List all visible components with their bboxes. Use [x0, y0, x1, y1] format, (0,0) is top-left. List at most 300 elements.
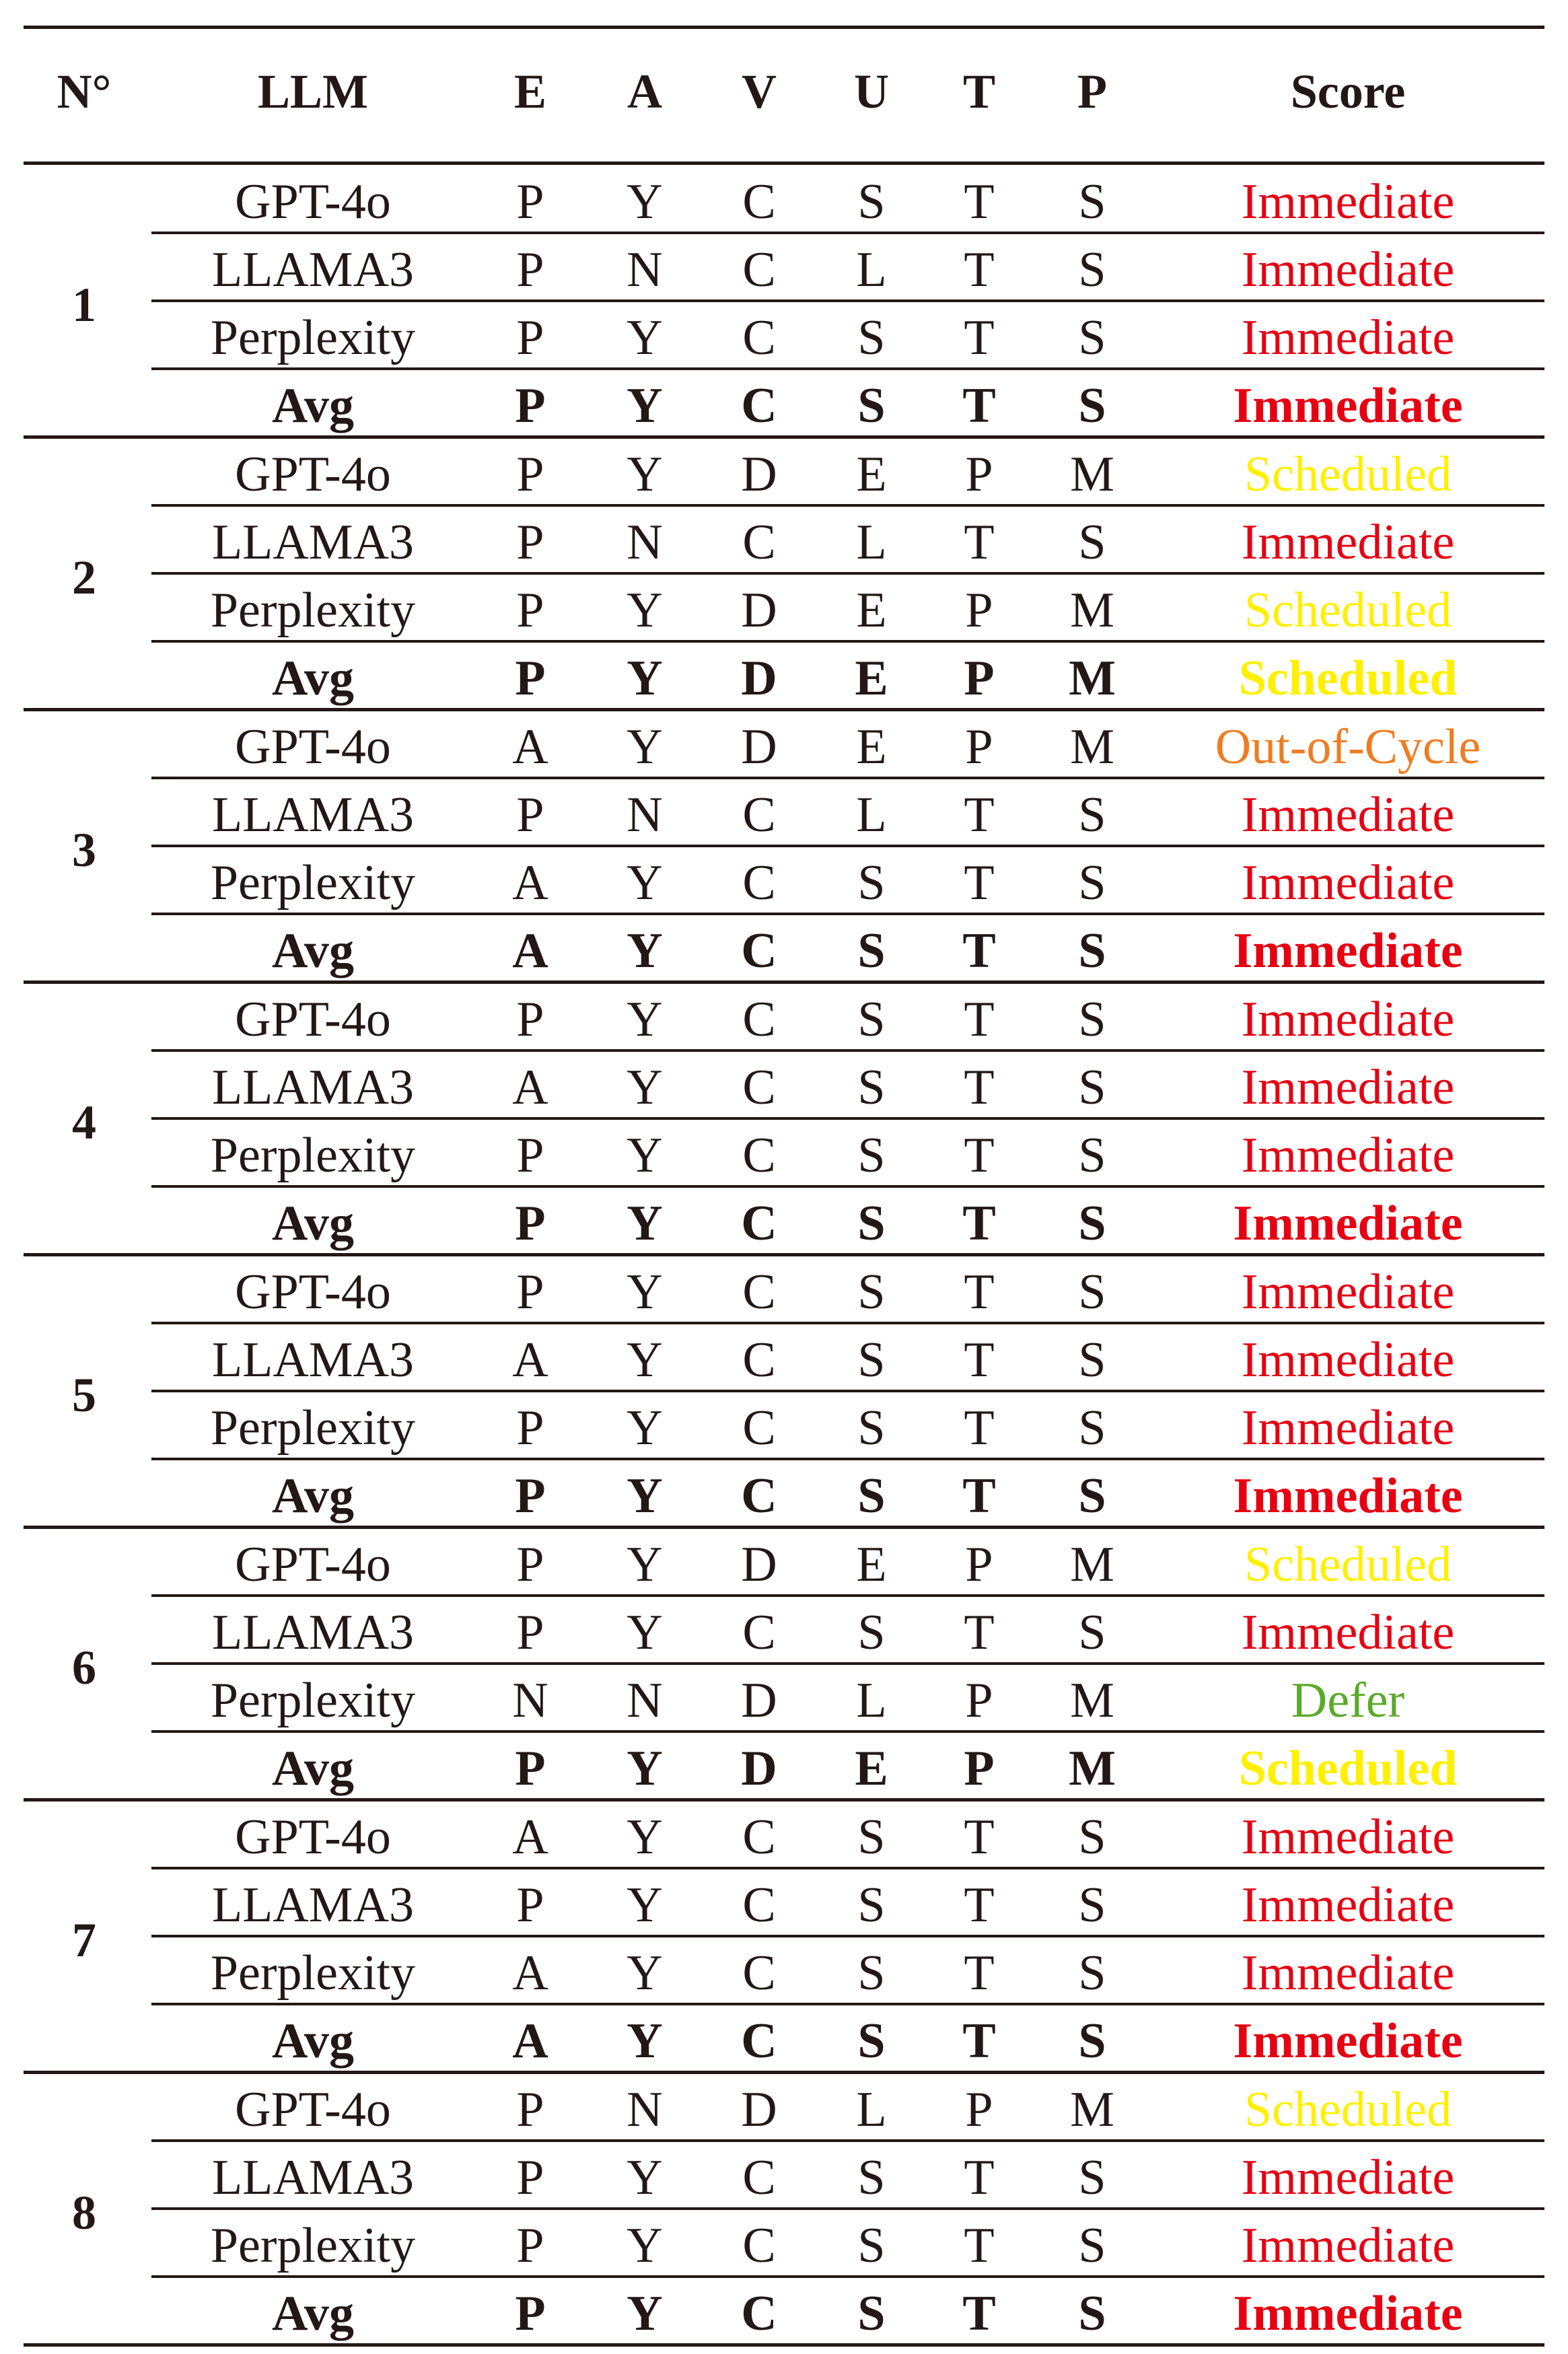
cell-t: T — [964, 174, 995, 229]
cell-u: L — [856, 1673, 887, 1728]
cell-a: N — [627, 1673, 663, 1728]
cell-e: A — [512, 1332, 548, 1388]
table-row — [24, 1391, 1544, 1459]
cell-u: S — [857, 1060, 886, 1115]
cell-e: A — [512, 923, 548, 978]
cell-u: S — [857, 1468, 886, 1524]
cell-v: C — [742, 1264, 776, 1320]
cell-v: C — [742, 515, 776, 570]
cell-u: E — [856, 719, 887, 775]
group-number: 7 — [72, 1913, 96, 1967]
table-row-average — [24, 2004, 1544, 2072]
cell-p: S — [1078, 2286, 1106, 2341]
header-col-e: E — [513, 65, 547, 118]
cell-t: P — [964, 651, 995, 706]
cell-e: P — [515, 1196, 546, 1251]
score-badge: Scheduled — [1244, 2082, 1452, 2137]
cell-p: S — [1078, 855, 1106, 911]
table-row — [24, 1596, 1544, 1664]
cell-t: T — [964, 2218, 995, 2273]
score-badge: Immediate — [1241, 1400, 1455, 1456]
cell-e: P — [516, 583, 544, 638]
cell-e: A — [512, 2013, 548, 2069]
cell-p: M — [1070, 583, 1114, 638]
cell-a: Y — [627, 1332, 663, 1388]
cell-e: P — [516, 1264, 544, 1320]
cell-v: C — [742, 1605, 776, 1660]
cell-e: P — [516, 1878, 544, 1933]
table-row-average — [24, 641, 1544, 709]
cell-v: D — [741, 2082, 777, 2137]
cell-a: Y — [627, 1196, 663, 1251]
table-row — [24, 437, 1544, 505]
cell-a: Y — [627, 651, 663, 706]
cell-a: N — [627, 2082, 663, 2137]
cell-p: S — [1078, 1400, 1106, 1456]
cell-p: S — [1078, 1332, 1106, 1388]
score-badge: Immediate — [1233, 1196, 1463, 1251]
cell-e: P — [516, 992, 544, 1047]
cell-a: Y — [627, 174, 663, 229]
cell-e: P — [516, 787, 544, 843]
cell-e: P — [516, 242, 544, 297]
cell-p: M — [1070, 2082, 1114, 2137]
table-row — [24, 1118, 1544, 1186]
cell-a: N — [627, 787, 663, 843]
cell-u: E — [856, 1537, 887, 1592]
cell-u: L — [856, 2082, 887, 2137]
score-badge: Immediate — [1241, 855, 1455, 911]
cell-p: S — [1078, 923, 1106, 978]
header-col-score: Score — [1290, 65, 1406, 118]
cell-a: Y — [627, 1741, 663, 1796]
score-badge: Immediate — [1241, 1810, 1455, 1865]
score-badge: Scheduled — [1244, 1537, 1452, 1592]
cell-u: S — [857, 923, 886, 978]
cell-v: D — [741, 1741, 777, 1796]
cell-a: Y — [627, 1810, 663, 1865]
cell-t: T — [964, 787, 995, 843]
cell-u: S — [857, 2286, 886, 2341]
cell-v: C — [742, 2150, 776, 2205]
cell-p: M — [1069, 1741, 1116, 1796]
table-row — [24, 1800, 1544, 1868]
cell-p: S — [1078, 1605, 1106, 1660]
cell-v: C — [742, 1946, 776, 2001]
cell-a: Y — [627, 1605, 663, 1660]
cell-a: Y — [627, 1537, 663, 1592]
header-col-t: T — [962, 65, 996, 118]
table-row — [24, 778, 1544, 846]
cell-t: T — [962, 1468, 996, 1524]
cell-t: T — [964, 515, 995, 570]
cell-a: Y — [627, 992, 663, 1047]
cell-v: D — [741, 651, 777, 706]
cell-llm: LLAMA3 — [211, 787, 415, 843]
cell-u: E — [856, 447, 887, 502]
table-row — [24, 505, 1544, 573]
cell-llm: Perplexity — [210, 1400, 416, 1456]
cell-p: S — [1078, 2013, 1106, 2069]
cell-e: P — [516, 447, 544, 502]
cell-llm: GPT-4o — [235, 447, 391, 502]
cell-e: P — [516, 1400, 544, 1456]
cell-u: S — [857, 992, 886, 1047]
table-row — [24, 1050, 1544, 1118]
cell-v: C — [742, 1060, 776, 1115]
cell-v: C — [742, 2218, 776, 2273]
cell-t: P — [965, 1673, 993, 1728]
cell-t: T — [964, 1878, 995, 1933]
cell-a: Y — [627, 855, 663, 911]
cell-v: C — [741, 1196, 777, 1251]
group-number: 4 — [72, 1096, 96, 1149]
cell-llm: GPT-4o — [235, 174, 391, 229]
header-col-llm: LLM — [257, 65, 368, 118]
cell-p: S — [1078, 1196, 1106, 1251]
table-row — [24, 2073, 1544, 2141]
cell-v: C — [742, 1810, 776, 1865]
cell-v: C — [741, 2013, 777, 2069]
cell-p: S — [1078, 1946, 1106, 2001]
cell-p: S — [1078, 1878, 1106, 1933]
score-badge: Scheduled — [1238, 651, 1458, 706]
cell-llm: Perplexity — [210, 310, 416, 365]
cell-t: T — [964, 1332, 995, 1388]
cell-t: T — [964, 1400, 995, 1456]
group-number: 2 — [72, 550, 96, 604]
cell-p: M — [1070, 719, 1114, 775]
cell-a: Y — [627, 923, 663, 978]
cell-u: S — [857, 2218, 886, 2273]
cell-v: D — [741, 719, 777, 775]
cell-e: A — [512, 1060, 548, 1115]
score-badge: Immediate — [1233, 923, 1463, 978]
cell-v: D — [741, 447, 777, 502]
cell-v: C — [742, 992, 776, 1047]
header-col-a: A — [627, 65, 662, 118]
cell-t: P — [965, 719, 993, 775]
cell-u: S — [857, 310, 886, 365]
cell-llm: Avg — [272, 2286, 354, 2341]
cell-e: A — [512, 1810, 548, 1865]
cell-u: S — [857, 1400, 886, 1456]
cell-u: E — [855, 651, 888, 706]
cell-a: Y — [627, 719, 663, 775]
cell-p: S — [1078, 787, 1106, 843]
cell-u: S — [857, 2013, 886, 2069]
score-badge: Immediate — [1241, 2218, 1455, 2273]
score-badge: Immediate — [1241, 1060, 1455, 1115]
table-row — [24, 710, 1544, 778]
cell-t: T — [964, 1946, 995, 2001]
cell-u: S — [857, 1605, 886, 1660]
score-badge: Immediate — [1241, 992, 1455, 1047]
score-badge: Scheduled — [1244, 583, 1452, 638]
cell-e: P — [516, 174, 544, 229]
score-badge: Immediate — [1241, 2150, 1455, 2205]
cell-u: S — [857, 1264, 886, 1320]
cell-llm: LLAMA3 — [211, 1605, 415, 1660]
cell-llm: Avg — [272, 2013, 354, 2069]
table-row — [24, 1255, 1544, 1323]
cell-llm: GPT-4o — [235, 2082, 391, 2137]
cell-t: T — [964, 310, 995, 365]
cell-e: P — [516, 2150, 544, 2205]
cell-t: T — [964, 1264, 995, 1320]
cell-p: S — [1078, 1264, 1106, 1320]
cell-e: P — [516, 1128, 544, 1183]
cell-v: C — [742, 1400, 776, 1456]
cell-llm: GPT-4o — [235, 1264, 391, 1320]
score-badge: Defer — [1291, 1673, 1405, 1728]
cell-a: Y — [627, 1400, 663, 1456]
cell-t: T — [962, 2286, 996, 2341]
cell-llm: LLAMA3 — [211, 242, 415, 297]
cell-llm: Perplexity — [210, 583, 416, 638]
cell-u: S — [857, 2150, 886, 2205]
cell-u: S — [857, 174, 886, 229]
score-badge: Immediate — [1241, 1878, 1455, 1933]
group-number: 3 — [72, 823, 96, 877]
cell-t: T — [964, 1060, 995, 1115]
table-row-average — [24, 1732, 1544, 1799]
cell-llm: GPT-4o — [235, 1537, 391, 1592]
cell-e: P — [516, 1537, 544, 1592]
cell-t: T — [964, 992, 995, 1047]
cell-t: P — [965, 2082, 993, 2137]
cell-v: C — [742, 1332, 776, 1388]
table-row — [24, 573, 1544, 641]
cell-llm: GPT-4o — [235, 992, 391, 1047]
cell-llm: GPT-4o — [235, 719, 391, 775]
cell-t: P — [965, 1537, 993, 1592]
cell-v: C — [741, 2286, 777, 2341]
table-row — [24, 2141, 1544, 2209]
cell-a: Y — [627, 1264, 663, 1320]
cell-llm: Avg — [272, 1468, 354, 1524]
table-row — [24, 1664, 1544, 1732]
cell-p: M — [1070, 1537, 1114, 1592]
cell-llm: Perplexity — [210, 1946, 416, 2001]
cell-llm: Perplexity — [210, 1128, 416, 1183]
cell-p: S — [1078, 310, 1106, 365]
cell-a: Y — [627, 310, 663, 365]
score-badge: Immediate — [1233, 378, 1463, 433]
cell-llm: Perplexity — [210, 1673, 416, 1728]
cell-a: Y — [627, 2013, 663, 2069]
cell-llm: Avg — [272, 651, 354, 706]
cell-e: N — [512, 1673, 548, 1728]
cell-e: P — [515, 2286, 546, 2341]
cell-llm: Avg — [272, 1196, 354, 1251]
cell-t: T — [962, 1196, 996, 1251]
cell-llm: LLAMA3 — [211, 2150, 415, 2205]
cell-e: P — [515, 1741, 546, 1796]
cell-u: L — [856, 242, 887, 297]
cell-a: Y — [627, 2286, 663, 2341]
cell-p: S — [1078, 1468, 1106, 1524]
score-badge: Scheduled — [1238, 1741, 1458, 1796]
header-row — [24, 26, 1544, 162]
cell-u: S — [857, 1946, 886, 2001]
cell-p: M — [1070, 1673, 1114, 1728]
cell-v: C — [741, 378, 777, 433]
cell-a: Y — [627, 2150, 663, 2205]
cell-u: E — [856, 583, 887, 638]
cell-v: C — [742, 174, 776, 229]
cell-a: N — [627, 242, 663, 297]
table-row-average — [24, 914, 1544, 982]
cell-llm: LLAMA3 — [211, 515, 415, 570]
cell-a: N — [627, 515, 663, 570]
cell-p: S — [1078, 2218, 1106, 2273]
cell-llm: GPT-4o — [235, 1810, 391, 1865]
cell-e: P — [516, 515, 544, 570]
cell-e: P — [516, 2082, 544, 2137]
cell-u: S — [857, 378, 886, 433]
score-badge: Immediate — [1241, 1264, 1455, 1320]
cell-llm: Perplexity — [210, 2218, 416, 2273]
group-divider — [24, 2343, 1544, 2347]
cell-a: Y — [627, 583, 663, 638]
table-row — [24, 1323, 1544, 1391]
cell-e: P — [516, 1605, 544, 1660]
score-badge: Immediate — [1241, 310, 1455, 365]
cell-t: P — [965, 583, 993, 638]
cell-u: S — [857, 1332, 886, 1388]
cell-t: T — [964, 1605, 995, 1660]
cell-t: T — [964, 1128, 995, 1183]
cell-llm: LLAMA3 — [211, 1878, 415, 1933]
table-row — [24, 301, 1544, 369]
cell-v: D — [741, 1673, 777, 1728]
cell-t: T — [964, 242, 995, 297]
cell-a: Y — [627, 1060, 663, 1115]
table-row — [24, 983, 1544, 1050]
cell-v: C — [742, 1878, 776, 1933]
table-row — [24, 165, 1544, 233]
group-number: 8 — [72, 2186, 96, 2240]
cell-u: S — [857, 1810, 886, 1865]
cell-p: S — [1078, 242, 1106, 297]
cell-a: Y — [627, 2218, 663, 2273]
score-badge: Scheduled — [1244, 447, 1452, 502]
cell-a: Y — [627, 1468, 663, 1524]
table-row-average — [24, 1459, 1544, 1527]
cell-v: C — [742, 855, 776, 911]
score-badge: Immediate — [1241, 1128, 1455, 1183]
cell-u: S — [857, 855, 886, 911]
cell-p: S — [1078, 1128, 1106, 1183]
table-row — [24, 1868, 1544, 1936]
table-row-average — [24, 2277, 1544, 2345]
cell-a: Y — [627, 1878, 663, 1933]
cell-a: Y — [627, 447, 663, 502]
cell-p: S — [1078, 2150, 1106, 2205]
cell-p: S — [1078, 174, 1106, 229]
cell-u: L — [856, 515, 887, 570]
score-badge: Immediate — [1241, 1946, 1455, 2001]
cell-t: P — [964, 1741, 995, 1796]
table-row-average — [24, 1186, 1544, 1254]
cell-t: P — [965, 447, 993, 502]
table-row — [24, 2209, 1544, 2277]
cell-e: P — [516, 2218, 544, 2273]
score-badge: Immediate — [1241, 787, 1455, 843]
cell-llm: LLAMA3 — [211, 1060, 415, 1115]
cell-u: S — [857, 1196, 886, 1251]
cell-u: L — [856, 787, 887, 843]
table-row — [24, 233, 1544, 301]
cell-v: C — [742, 242, 776, 297]
score-badge: Out-of-Cycle — [1215, 719, 1481, 775]
header-col-p: P — [1077, 65, 1107, 118]
cell-v: C — [742, 310, 776, 365]
cell-a: Y — [627, 378, 663, 433]
cell-p: S — [1078, 515, 1106, 570]
cell-llm: Perplexity — [210, 855, 416, 911]
cell-e: P — [516, 310, 544, 365]
cell-llm: Avg — [272, 1741, 354, 1796]
cell-t: T — [962, 378, 996, 433]
cell-p: S — [1078, 992, 1106, 1047]
score-badge: Immediate — [1241, 1605, 1455, 1660]
cell-u: S — [857, 1878, 886, 1933]
header-col-no: N° — [57, 65, 112, 118]
table-row — [24, 846, 1544, 914]
cell-e: A — [512, 855, 548, 911]
cell-p: S — [1078, 1810, 1106, 1865]
header-col-v: V — [742, 65, 777, 118]
cell-llm: LLAMA3 — [211, 1332, 415, 1388]
table-row — [24, 1528, 1544, 1596]
cell-t: T — [962, 923, 996, 978]
cell-p: M — [1070, 447, 1114, 502]
score-badge: Immediate — [1241, 242, 1455, 297]
cell-t: T — [964, 1810, 995, 1865]
score-badge: Immediate — [1241, 174, 1455, 229]
score-badge: Immediate — [1241, 515, 1455, 570]
cell-a: Y — [627, 1946, 663, 2001]
cell-v: C — [741, 923, 777, 978]
table-row — [24, 1936, 1544, 2004]
score-badge: Immediate — [1233, 2013, 1463, 2069]
cell-p: S — [1078, 378, 1106, 433]
cell-a: Y — [627, 1128, 663, 1183]
cell-u: S — [857, 1128, 886, 1183]
score-badge: Immediate — [1241, 1332, 1455, 1388]
cell-v: C — [741, 1468, 777, 1524]
cell-t: T — [964, 2150, 995, 2205]
table-row-average — [24, 369, 1544, 437]
score-badge: Immediate — [1233, 2286, 1463, 2341]
cell-e: P — [515, 1468, 546, 1524]
cell-u: E — [855, 1741, 888, 1796]
cell-v: D — [741, 583, 777, 638]
header-col-u: U — [854, 65, 889, 118]
cell-e: P — [515, 378, 546, 433]
cell-llm: Avg — [272, 378, 354, 433]
group-number: 6 — [72, 1641, 96, 1695]
cell-e: A — [512, 719, 548, 775]
group-number: 5 — [72, 1368, 96, 1422]
cell-p: S — [1078, 1060, 1106, 1115]
cell-v: C — [742, 1128, 776, 1183]
cell-e: P — [515, 651, 546, 706]
group-number: 1 — [72, 278, 96, 332]
cell-p: M — [1069, 651, 1116, 706]
